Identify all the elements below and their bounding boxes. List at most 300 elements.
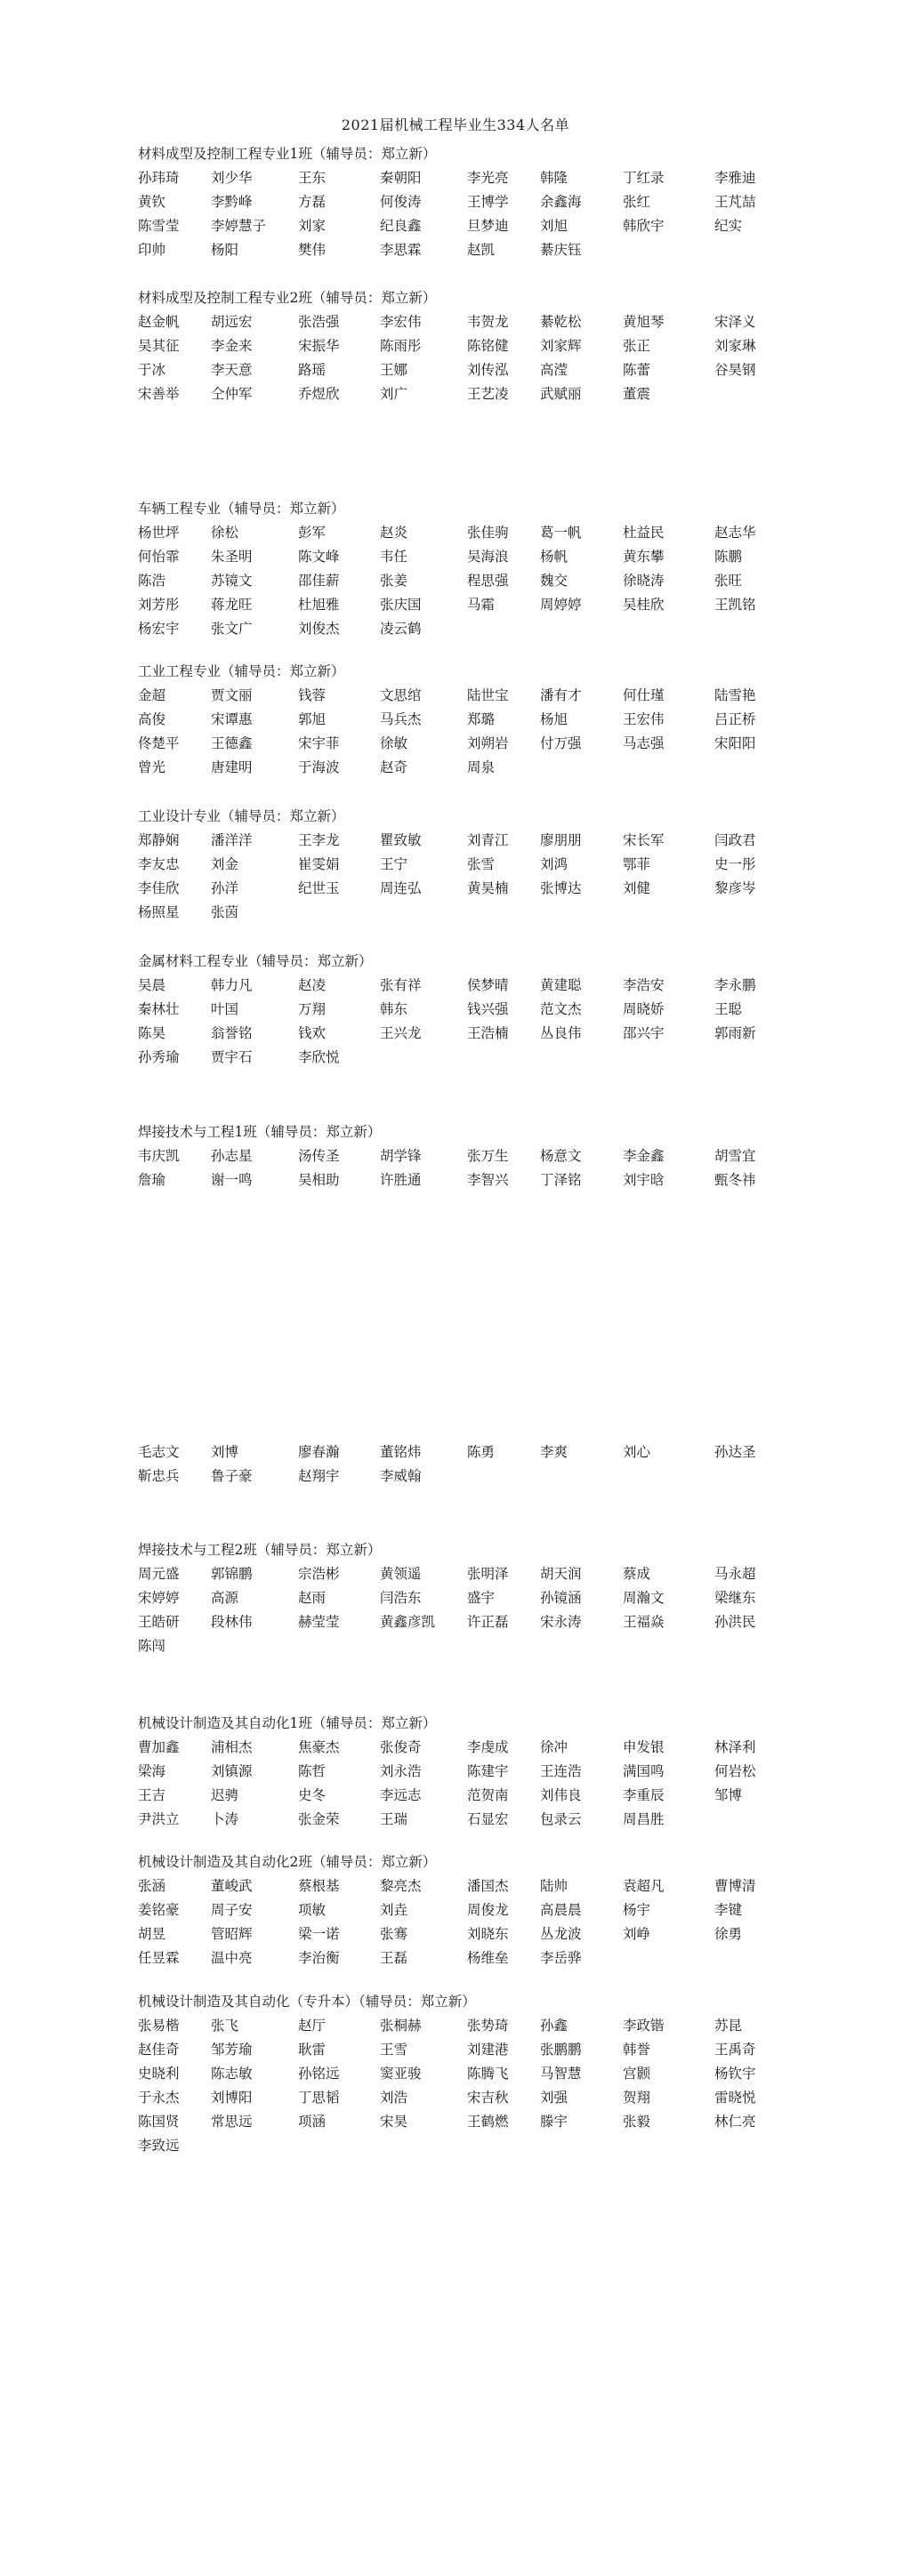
student-name: 高源: [211, 1590, 239, 1606]
name-row: [138, 1808, 814, 1832]
student-name: 李治衡: [298, 1950, 340, 1966]
student-name: 仝仲军: [211, 386, 253, 402]
section-title: 车辆工程专业（辅导员：郑立新）: [138, 501, 345, 517]
student-name: 刘家琳: [714, 338, 756, 354]
student-name: 袁超凡: [623, 1878, 665, 1894]
name-row: [138, 1874, 814, 1898]
student-name: 曾光: [138, 759, 166, 775]
student-name: 陆帅: [540, 1878, 568, 1894]
student-name: 张旺: [714, 573, 743, 589]
student-name: 张万生: [467, 1148, 509, 1164]
student-name: 钱欢: [298, 1025, 327, 1041]
student-name: 程思强: [467, 573, 509, 589]
student-name: 葛一帆: [540, 525, 582, 541]
student-name: 马志强: [623, 735, 665, 751]
student-name: 杨宏宇: [138, 621, 180, 637]
student-name: 贾文丽: [211, 687, 253, 703]
student-name: 徐松: [211, 525, 239, 541]
student-name: 王聪: [714, 1001, 743, 1017]
student-name: 乔煜欣: [298, 386, 340, 402]
student-name: 李重辰: [623, 1787, 665, 1803]
student-name: 周连弘: [380, 880, 422, 896]
student-name: 侯梦晴: [467, 977, 509, 993]
student-name: 周泉: [467, 759, 496, 775]
name-row: [138, 569, 814, 593]
student-name: 李金来: [211, 338, 253, 354]
student-name: 张正: [623, 338, 651, 354]
student-name: 周瀚文: [623, 1590, 665, 1606]
student-name: 綦乾松: [540, 314, 582, 330]
name-row: [138, 1465, 814, 1489]
student-name: 吴桂欣: [623, 597, 665, 613]
student-name: 叶国: [211, 1001, 239, 1017]
student-name: 张浩强: [298, 314, 340, 330]
student-name: 纪实: [714, 218, 743, 234]
student-name: 高俊: [138, 711, 166, 727]
student-name: 张雪: [467, 856, 496, 872]
name-row: [138, 166, 814, 190]
student-name: 孙铭远: [298, 2066, 340, 2082]
student-name: 潘国杰: [467, 1878, 509, 1894]
student-name: 杨意文: [540, 1148, 582, 1164]
student-name: 韦任: [380, 549, 408, 565]
student-name: 刘心: [623, 1444, 651, 1460]
section-title: 金属材料工程专业（辅导员：郑立新）: [138, 953, 373, 969]
student-name: 李欣悦: [298, 1049, 340, 1065]
student-name: 李天意: [211, 362, 253, 378]
student-name: 张毅: [623, 2114, 651, 2130]
student-name: 杨照星: [138, 904, 180, 920]
student-name: 杨阳: [211, 242, 239, 258]
student-name: 黄鑫彦凯: [380, 1614, 436, 1630]
student-name: 綦庆钰: [540, 242, 582, 258]
student-name: 许胜通: [380, 1172, 422, 1188]
student-name: 吕正桥: [714, 711, 756, 727]
name-row: [138, 1634, 814, 1658]
student-name: 王兴龙: [380, 1025, 422, 1041]
student-name: 蒋龙旺: [211, 597, 253, 613]
student-name: 董震: [623, 386, 651, 402]
student-name: 黄领遥: [380, 1566, 422, 1582]
student-name: 赵佳奇: [138, 2042, 180, 2058]
student-name: 刘俊杰: [298, 621, 340, 637]
section-title: 机械设计制造及其自动化（专升本）（辅导员：郑立新）: [138, 1994, 476, 2010]
section-title: 焊接技术与工程2班（辅导员：郑立新）: [138, 1542, 382, 1558]
student-name: 王连浩: [540, 1763, 582, 1779]
section-1: [138, 286, 814, 406]
student-name: 石显宏: [467, 1811, 509, 1827]
student-name: 蔡成: [623, 1566, 651, 1582]
student-name: 陈闯: [138, 1638, 166, 1654]
student-name: 王吉: [138, 1787, 166, 1803]
student-name: 刘晓东: [467, 1926, 509, 1942]
student-name: 韦庆凯: [138, 1148, 180, 1164]
name-row: [138, 2014, 814, 2038]
student-name: 杜益民: [623, 525, 665, 541]
student-name: 佟楚平: [138, 735, 180, 751]
student-name: 刘强: [540, 2090, 568, 2106]
student-name: 陈哲: [298, 1763, 327, 1779]
student-name: 韩誉: [623, 2042, 651, 2058]
student-name: 王鹤燃: [467, 2114, 509, 2130]
student-name: 鄂菲: [623, 856, 651, 872]
student-name: 孙洋: [211, 880, 239, 896]
student-name: 毛志文: [138, 1444, 180, 1460]
student-name: 邹芳瑜: [211, 2042, 253, 2058]
student-name: 张鹏鹏: [540, 2042, 582, 2058]
student-name: 陈国贤: [138, 2114, 180, 2130]
student-name: 范文杰: [540, 1001, 582, 1017]
student-name: 吴其征: [138, 338, 180, 354]
section-2: [138, 497, 814, 641]
student-name: 邵兴宇: [623, 1025, 665, 1041]
name-row: [138, 593, 814, 617]
student-name: 申发银: [623, 1739, 665, 1755]
student-name: 胡雪宜: [714, 1148, 756, 1164]
student-name: 杜旭雅: [298, 597, 340, 613]
student-name: 刘家辉: [540, 338, 582, 354]
student-name: 宫颢: [623, 2066, 651, 2082]
student-name: 梁一诺: [298, 1926, 340, 1942]
student-name: 李浩安: [623, 977, 665, 993]
student-name: 何怡霏: [138, 549, 180, 565]
student-name: 张文广: [211, 621, 253, 637]
section-title: 焊接技术与工程1班（辅导员：郑立新）: [138, 1124, 382, 1140]
student-name: 周子安: [211, 1902, 253, 1918]
student-name: 周晓娇: [623, 1001, 665, 1017]
student-name: 管昭辉: [211, 1926, 253, 1942]
student-name: 宋宇菲: [298, 735, 340, 751]
student-name: 陈浩: [138, 573, 166, 589]
student-name: 许正磊: [467, 1614, 509, 1630]
student-name: 窦亚骏: [380, 2066, 422, 2082]
student-name: 徐冲: [540, 1739, 568, 1755]
name-row: [138, 238, 814, 262]
name-row: [138, 190, 814, 214]
student-name: 王芃喆: [714, 194, 756, 210]
student-name: 王李龙: [298, 832, 340, 848]
student-name: 孙洪民: [714, 1614, 756, 1630]
name-row: [138, 545, 814, 569]
student-name: 贾宇石: [211, 1049, 253, 1065]
student-name: 张飞: [211, 2018, 239, 2034]
student-name: 姜铭豪: [138, 1902, 180, 1918]
name-row: [138, 1586, 814, 1610]
student-name: 于海波: [298, 759, 340, 775]
student-name: 黄东攀: [623, 549, 665, 565]
student-name: 胡昱: [138, 1926, 166, 1942]
student-name: 李思霖: [380, 242, 422, 258]
student-name: 黄昊楠: [467, 880, 509, 896]
student-name: 郭雨新: [714, 1025, 756, 1041]
student-name: 马智慧: [540, 2066, 582, 2082]
student-name: 陈雪莹: [138, 218, 180, 234]
student-name: 雷晓悦: [714, 2090, 756, 2106]
student-name: 孙达圣: [714, 1444, 756, 1460]
student-name: 王禹奇: [714, 2042, 756, 2058]
name-row: [138, 684, 814, 708]
student-name: 刘博阳: [211, 2090, 253, 2106]
student-name: 耿雷: [298, 2042, 327, 2058]
student-name: 王宁: [380, 856, 408, 872]
student-name: 马兵杰: [380, 711, 422, 727]
student-name: 刘广: [380, 386, 408, 402]
name-row: [138, 1898, 814, 1922]
student-name: 杨帆: [540, 549, 568, 565]
student-name: 温中亮: [211, 1950, 253, 1966]
student-name: 王宏伟: [623, 711, 665, 727]
student-name: 宋泽义: [714, 314, 756, 330]
student-name: 刘朔岩: [467, 735, 509, 751]
student-name: 赵凯: [467, 242, 496, 258]
name-row: [138, 877, 814, 901]
name-row: [138, 521, 814, 545]
name-row: [138, 382, 814, 406]
student-name: 王浩楠: [467, 1025, 509, 1041]
section-0: [138, 142, 814, 262]
student-name: 刘传泓: [467, 362, 509, 378]
student-name: 孙志星: [211, 1148, 253, 1164]
name-row: [138, 756, 814, 780]
name-row: [138, 1022, 814, 1046]
student-name: 王娜: [380, 362, 408, 378]
student-name: 闫政君: [714, 832, 756, 848]
student-name: 王博学: [467, 194, 509, 210]
name-row: [138, 853, 814, 877]
section-title: 机械设计制造及其自动化2班（辅导员：郑立新）: [138, 1854, 437, 1870]
student-name: 苏镜文: [211, 573, 253, 589]
student-name: 满国鸣: [623, 1763, 665, 1779]
student-name: 刘家: [298, 218, 327, 234]
student-name: 谷昊钢: [714, 362, 756, 378]
name-row: [138, 2038, 814, 2062]
document-title: 2021届机械工程毕业生334人名单: [341, 116, 570, 133]
student-name: 韩力凡: [211, 977, 253, 993]
student-name: 黄钦: [138, 194, 166, 210]
student-name: 郑静娴: [138, 832, 180, 848]
student-name: 崔雯娟: [298, 856, 340, 872]
name-row: [138, 1784, 814, 1808]
student-name: 王凯铭: [714, 597, 756, 613]
student-name: 王雪: [380, 2042, 408, 2058]
student-name: 苏昆: [714, 2018, 743, 2034]
student-name: 秦朝阳: [380, 170, 422, 186]
student-name: 张佳驹: [467, 525, 509, 541]
student-name: 张俊奇: [380, 1739, 422, 1755]
student-name: 刘建港: [467, 2042, 509, 2058]
student-name: 丁泽铭: [540, 1172, 582, 1188]
student-name: 张涵: [138, 1878, 166, 1894]
student-name: 赵翔宇: [298, 1468, 340, 1484]
student-name: 胡天润: [540, 1566, 582, 1582]
student-name: 孙鑫: [540, 2018, 568, 2034]
student-name: 胡远宏: [211, 314, 253, 330]
student-name: 曹博清: [714, 1878, 756, 1894]
student-name: 何俊涛: [380, 194, 422, 210]
student-name: 丛良伟: [540, 1025, 582, 1041]
name-row: [138, 998, 814, 1022]
student-name: 杨世坪: [138, 525, 180, 541]
student-name: 尹洪立: [138, 1811, 180, 1827]
student-name: 林仁亮: [714, 2114, 756, 2130]
student-name: 史一彤: [714, 856, 756, 872]
student-name: 宋阳阳: [714, 735, 756, 751]
student-name: 陆世宝: [467, 687, 509, 703]
student-name: 浦相杰: [211, 1739, 253, 1755]
section-3: [138, 660, 814, 780]
student-name: 王磊: [380, 1950, 408, 1966]
student-name: 武赋丽: [540, 386, 582, 402]
section-title: 材料成型及控制工程专业1班（辅导员：郑立新）: [138, 146, 437, 162]
student-name: 钱兴强: [467, 1001, 509, 1017]
student-name: 方磊: [298, 194, 327, 210]
student-name: 印帅: [138, 242, 166, 258]
student-name: 李黔峰: [211, 194, 253, 210]
student-name: 邵佳薪: [298, 573, 340, 589]
student-name: 潘洋洋: [211, 832, 253, 848]
student-name: 刘芳彤: [138, 597, 180, 613]
student-name: 唐建明: [211, 759, 253, 775]
student-name: 旦梦迪: [467, 218, 509, 234]
student-name: 徐晓涛: [623, 573, 665, 589]
student-name: 刘健: [623, 880, 651, 896]
student-name: 路瑶: [298, 362, 327, 378]
name-row: [138, 310, 814, 334]
name-row: [138, 901, 814, 925]
student-name: 焦豪杰: [298, 1739, 340, 1755]
student-name: 郭旭: [298, 711, 327, 727]
student-name: 于永杰: [138, 2090, 180, 2106]
student-name: 包录云: [540, 1811, 582, 1827]
name-row: [138, 732, 814, 756]
student-name: 陈鹏: [714, 549, 743, 565]
student-name: 魏交: [540, 573, 568, 589]
student-name: 李宏伟: [380, 314, 422, 330]
student-name: 周俊龙: [467, 1902, 509, 1918]
student-name: 刘垚: [380, 1902, 408, 1918]
student-name: 项敏: [298, 1902, 327, 1918]
student-name: 李威翰: [380, 1468, 422, 1484]
student-name: 杨旭: [540, 711, 568, 727]
student-name: 李婷慧子: [211, 218, 267, 234]
student-name: 付万强: [540, 735, 582, 751]
section-title: 机械设计制造及其自动化1班（辅导员：郑立新）: [138, 1715, 437, 1731]
student-name: 赵厅: [298, 2018, 327, 2034]
name-row: [138, 2110, 814, 2134]
student-name: 陈勇: [467, 1444, 496, 1460]
name-row: [138, 1440, 814, 1465]
student-name: 张红: [623, 194, 651, 210]
student-name: 凌云鹤: [380, 621, 422, 637]
student-name: 贺翔: [623, 2090, 651, 2106]
student-name: 段林伟: [211, 1614, 253, 1630]
student-name: 赵凌: [298, 977, 327, 993]
student-name: 刘鸿: [540, 856, 568, 872]
student-name: 董铭炜: [380, 1444, 422, 1460]
student-name: 吴相助: [298, 1172, 340, 1188]
student-name: 刘浩: [380, 2090, 408, 2106]
student-name: 刘峥: [623, 1926, 651, 1942]
student-name: 靳忠兵: [138, 1468, 180, 1484]
student-name: 刘伟良: [540, 1787, 582, 1803]
student-name: 韩隆: [540, 170, 568, 186]
section-9: [138, 1712, 814, 1832]
student-name: 金超: [138, 687, 166, 703]
student-name: 刘宇晗: [623, 1172, 665, 1188]
student-name: 宋昊: [380, 2114, 408, 2130]
section-title: 工业工程专业（辅导员：郑立新）: [138, 663, 345, 679]
student-name: 马永超: [714, 1566, 756, 1582]
student-name: 黄建聪: [540, 977, 582, 993]
section-8: [138, 1538, 814, 1658]
name-row: [138, 2086, 814, 2110]
name-row: [138, 1144, 814, 1168]
student-name: 赵奇: [380, 759, 408, 775]
student-name: 张有祥: [380, 977, 422, 993]
student-name: 张金荣: [298, 1811, 340, 1827]
section-11: [138, 1990, 814, 2158]
student-name: 李金鑫: [623, 1148, 665, 1164]
student-name: 杨宇: [623, 1902, 651, 1918]
student-name: 梁继东: [714, 1590, 756, 1606]
student-name: 王瑞: [380, 1811, 408, 1827]
name-row: [138, 214, 814, 238]
student-name: 董峻武: [211, 1878, 253, 1894]
student-name: 王艺凌: [467, 386, 509, 402]
student-name: 李政锴: [623, 2018, 665, 2034]
name-row: [138, 1946, 814, 1970]
student-name: 孙玮琦: [138, 170, 180, 186]
student-name: 张茵: [211, 904, 239, 920]
name-row: [138, 617, 814, 641]
student-name: 宋吉秋: [467, 2090, 509, 2106]
student-name: 李友忠: [138, 856, 180, 872]
student-name: 李雅迪: [714, 170, 756, 186]
name-row: [138, 1046, 814, 1070]
student-name: 闫浩东: [380, 1590, 422, 1606]
student-name: 于冰: [138, 362, 166, 378]
student-name: 李永鹏: [714, 977, 756, 993]
student-name: 张博达: [540, 880, 582, 896]
student-name: 丁思韬: [298, 2090, 340, 2106]
student-name: 彭军: [298, 525, 327, 541]
section-6: [138, 1120, 814, 1192]
student-name: 徐敏: [380, 735, 408, 751]
student-name: 张姜: [380, 573, 408, 589]
student-name: 张明泽: [467, 1566, 509, 1582]
student-name: 刘旭: [540, 218, 568, 234]
student-name: 范贺南: [467, 1787, 509, 1803]
student-name: 孙秀瑜: [138, 1049, 180, 1065]
student-name: 杨维垒: [467, 1950, 509, 1966]
student-name: 郭锦鹏: [211, 1566, 253, 1582]
student-name: 张骞: [380, 1926, 408, 1942]
student-name: 余鑫海: [540, 194, 582, 210]
student-name: 刘青江: [467, 832, 509, 848]
student-name: 李键: [714, 1902, 743, 1918]
student-name: 周元盛: [138, 1566, 180, 1582]
student-name: 陈志敏: [211, 2066, 253, 2082]
student-name: 韦贺龙: [467, 314, 509, 330]
student-name: 卜涛: [211, 1811, 239, 1827]
name-row: [138, 1736, 814, 1760]
name-row: [138, 2062, 814, 2086]
name-row: [138, 974, 814, 998]
student-name: 陈腾飞: [467, 2066, 509, 2082]
student-name: 秦林壮: [138, 1001, 180, 1017]
student-name: 黎亮杰: [380, 1878, 422, 1894]
student-name: 朱圣明: [211, 549, 253, 565]
